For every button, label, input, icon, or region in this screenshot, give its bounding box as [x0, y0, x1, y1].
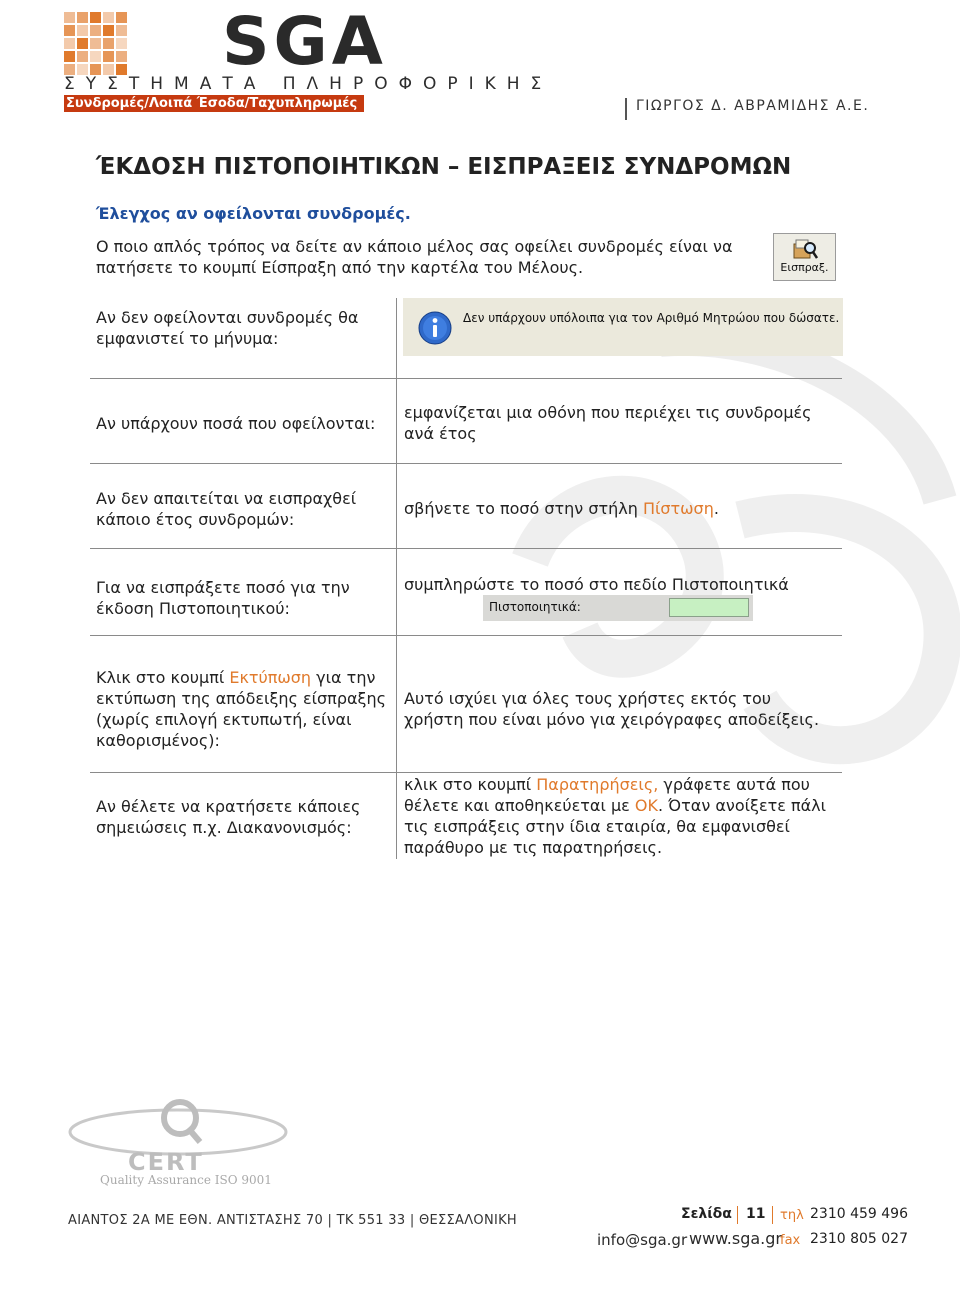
- notes-condition: Αν θέλετε να κρατήσετε κάποιες σημειώσεις π.χ. Διακανονισμός:: [96, 797, 361, 837]
- no-debt-condition: Αν δεν οφείλονται συνδρομές θα εμφανιστεί το μήνυμα:: [96, 308, 359, 348]
- logo-mosaic-icon: [64, 12, 128, 76]
- receipt-button[interactable]: [773, 233, 836, 281]
- text-run: . Όταν ανοίξετε πάλι τις εισπράξεις στην ίδια εταιρία, θα εμφανισθεί παράθυρο με τις παρατηρήσεις.: [404, 796, 827, 857]
- notes-instruction: [404, 774, 836, 858]
- footer-divider: [772, 1206, 773, 1224]
- message-dialog: [403, 298, 843, 356]
- footer-divider: [737, 1206, 738, 1224]
- text-run: σβήνετε το ποσό στην στήλη: [404, 499, 643, 518]
- qcert-brand-text: CERT: [128, 1148, 204, 1176]
- credit-column-link: Πίστωση: [642, 499, 714, 518]
- company-divider: [625, 98, 627, 120]
- page-label: Σελίδα: [681, 1206, 732, 1222]
- certificates-field-label: Πιστοποιητικά:: [489, 600, 581, 614]
- skip-year-condition: Αν δεν απαιτείται να εισπραχθεί κάποιο έτος συνδρομών:: [96, 489, 357, 529]
- text-run: Κλικ στο κουμπί: [96, 668, 230, 687]
- module-label: Συνδρομές/Λοιπά Έσοδα/Ταχυπληρωμές: [66, 96, 358, 111]
- row-divider: [396, 298, 397, 378]
- qcert-caption: Quality Assurance ISO 9001: [100, 1173, 272, 1187]
- company-name: ΓΙΩΡΓΟΣ Δ. ΑΒΡΑΜΙΔΗΣ Α.Ε.: [636, 98, 870, 114]
- row-divider: [396, 773, 397, 859]
- table-rule: [90, 378, 842, 379]
- table-rule: [90, 635, 842, 636]
- row-divider: [396, 636, 397, 772]
- notes-button-link: Παρατηρήσεις,: [536, 775, 659, 794]
- text-run: γράφετε αυτά που θέλετε και αποθηκεύεται με: [404, 775, 810, 815]
- footer-email[interactable]: info@sga.gr: [597, 1231, 688, 1249]
- receipt-button-label: Εισπραξ.: [780, 261, 829, 274]
- info-icon: [418, 311, 452, 345]
- certificates-input[interactable]: [669, 598, 749, 617]
- row-divider: [396, 379, 397, 463]
- receipt-search-icon: [792, 238, 818, 260]
- logo-text: SGA: [222, 10, 387, 72]
- row-divider: [396, 464, 397, 548]
- table-rule: [90, 772, 842, 773]
- text-run: .: [713, 499, 719, 518]
- intro-paragraph: Ο ποιο απλός τρόπος να δείτε αν κάποιο μέλος σας οφείλει συνδρομές είναι να πατήσετε το κουμπί Είσπραξη από την καρτέλα του Μέλους.: [96, 237, 733, 277]
- section-heading: Έλεγχος αν οφείλονται συνδρομές.: [96, 204, 411, 223]
- footer-address: ΑΙΑΝΤΟΣ 2Α ΜΕ ΕΘΝ. ΑΝΤΙΣΤΑΣΗΣ 70 | ΤΚ 551 33 | ΘΕΣΣΑΛΟΝΙΚΗ: [68, 1213, 518, 1228]
- certificate-condition: Για να εισπράξετε ποσό για την έκδοση Πιστοποιητικού:: [96, 578, 350, 618]
- skip-year-instruction: [404, 498, 834, 519]
- tel-label: τηλ: [780, 1208, 804, 1223]
- print-button-link: Εκτύπωση: [229, 668, 312, 687]
- text-run: κλικ στο κουμπί: [404, 775, 537, 794]
- print-instruction: [96, 667, 386, 751]
- table-rule: [90, 548, 842, 549]
- table-rule: [90, 463, 842, 464]
- fax-value: 2310 805 027: [810, 1231, 908, 1247]
- sga-logo: [222, 10, 422, 72]
- certificates-field: [483, 595, 753, 621]
- ok-button-link: OK: [634, 796, 658, 815]
- message-text: Δεν υπάρχουν υπόλοιπα για τον Αριθμό Μητρώου που δώσατε.: [463, 311, 840, 325]
- company-tagline: ΣΥΣΤΗΜΑΤΑ ΠΛΗΡΟΦΟΡΙΚΗΣ: [64, 74, 553, 94]
- document-title: ΈΚΔΟΣΗ ΠΙΣΤΟΠΟΙΗΤΙΚΩΝ – ΕΙΣΠΡΑΞΕΙΣ ΣΥΝΔΡΟΜΩΝ: [96, 154, 792, 180]
- amounts-owed-condition: Αν υπάρχουν ποσά που οφείλονται:: [96, 414, 376, 433]
- amounts-owed-result: εμφανίζεται μια οθόνη που περιέχει τις συνδρομές ανά έτος: [404, 403, 812, 443]
- row-divider: [396, 549, 397, 635]
- text-run: για την εκτύπωση της απόδειξης είσπραξης (χωρίς επιλογή εκτυπωτή, είναι καθορισμένος):: [96, 668, 386, 750]
- fax-label: fax: [780, 1233, 801, 1248]
- certificate-instruction: συμπληρώστε το ποσό στο πεδίο Πιστοποιητικά: [404, 575, 789, 594]
- page-number: 11: [746, 1206, 766, 1222]
- print-note: Αυτό ισχύει για όλες τους χρήστες εκτός του χρήστη που είναι μόνο για χειρόγραφες αποδείξεις.: [404, 689, 820, 729]
- tel-value: 2310 459 496: [810, 1206, 908, 1222]
- footer-website[interactable]: www.sga.gr: [689, 1229, 782, 1248]
